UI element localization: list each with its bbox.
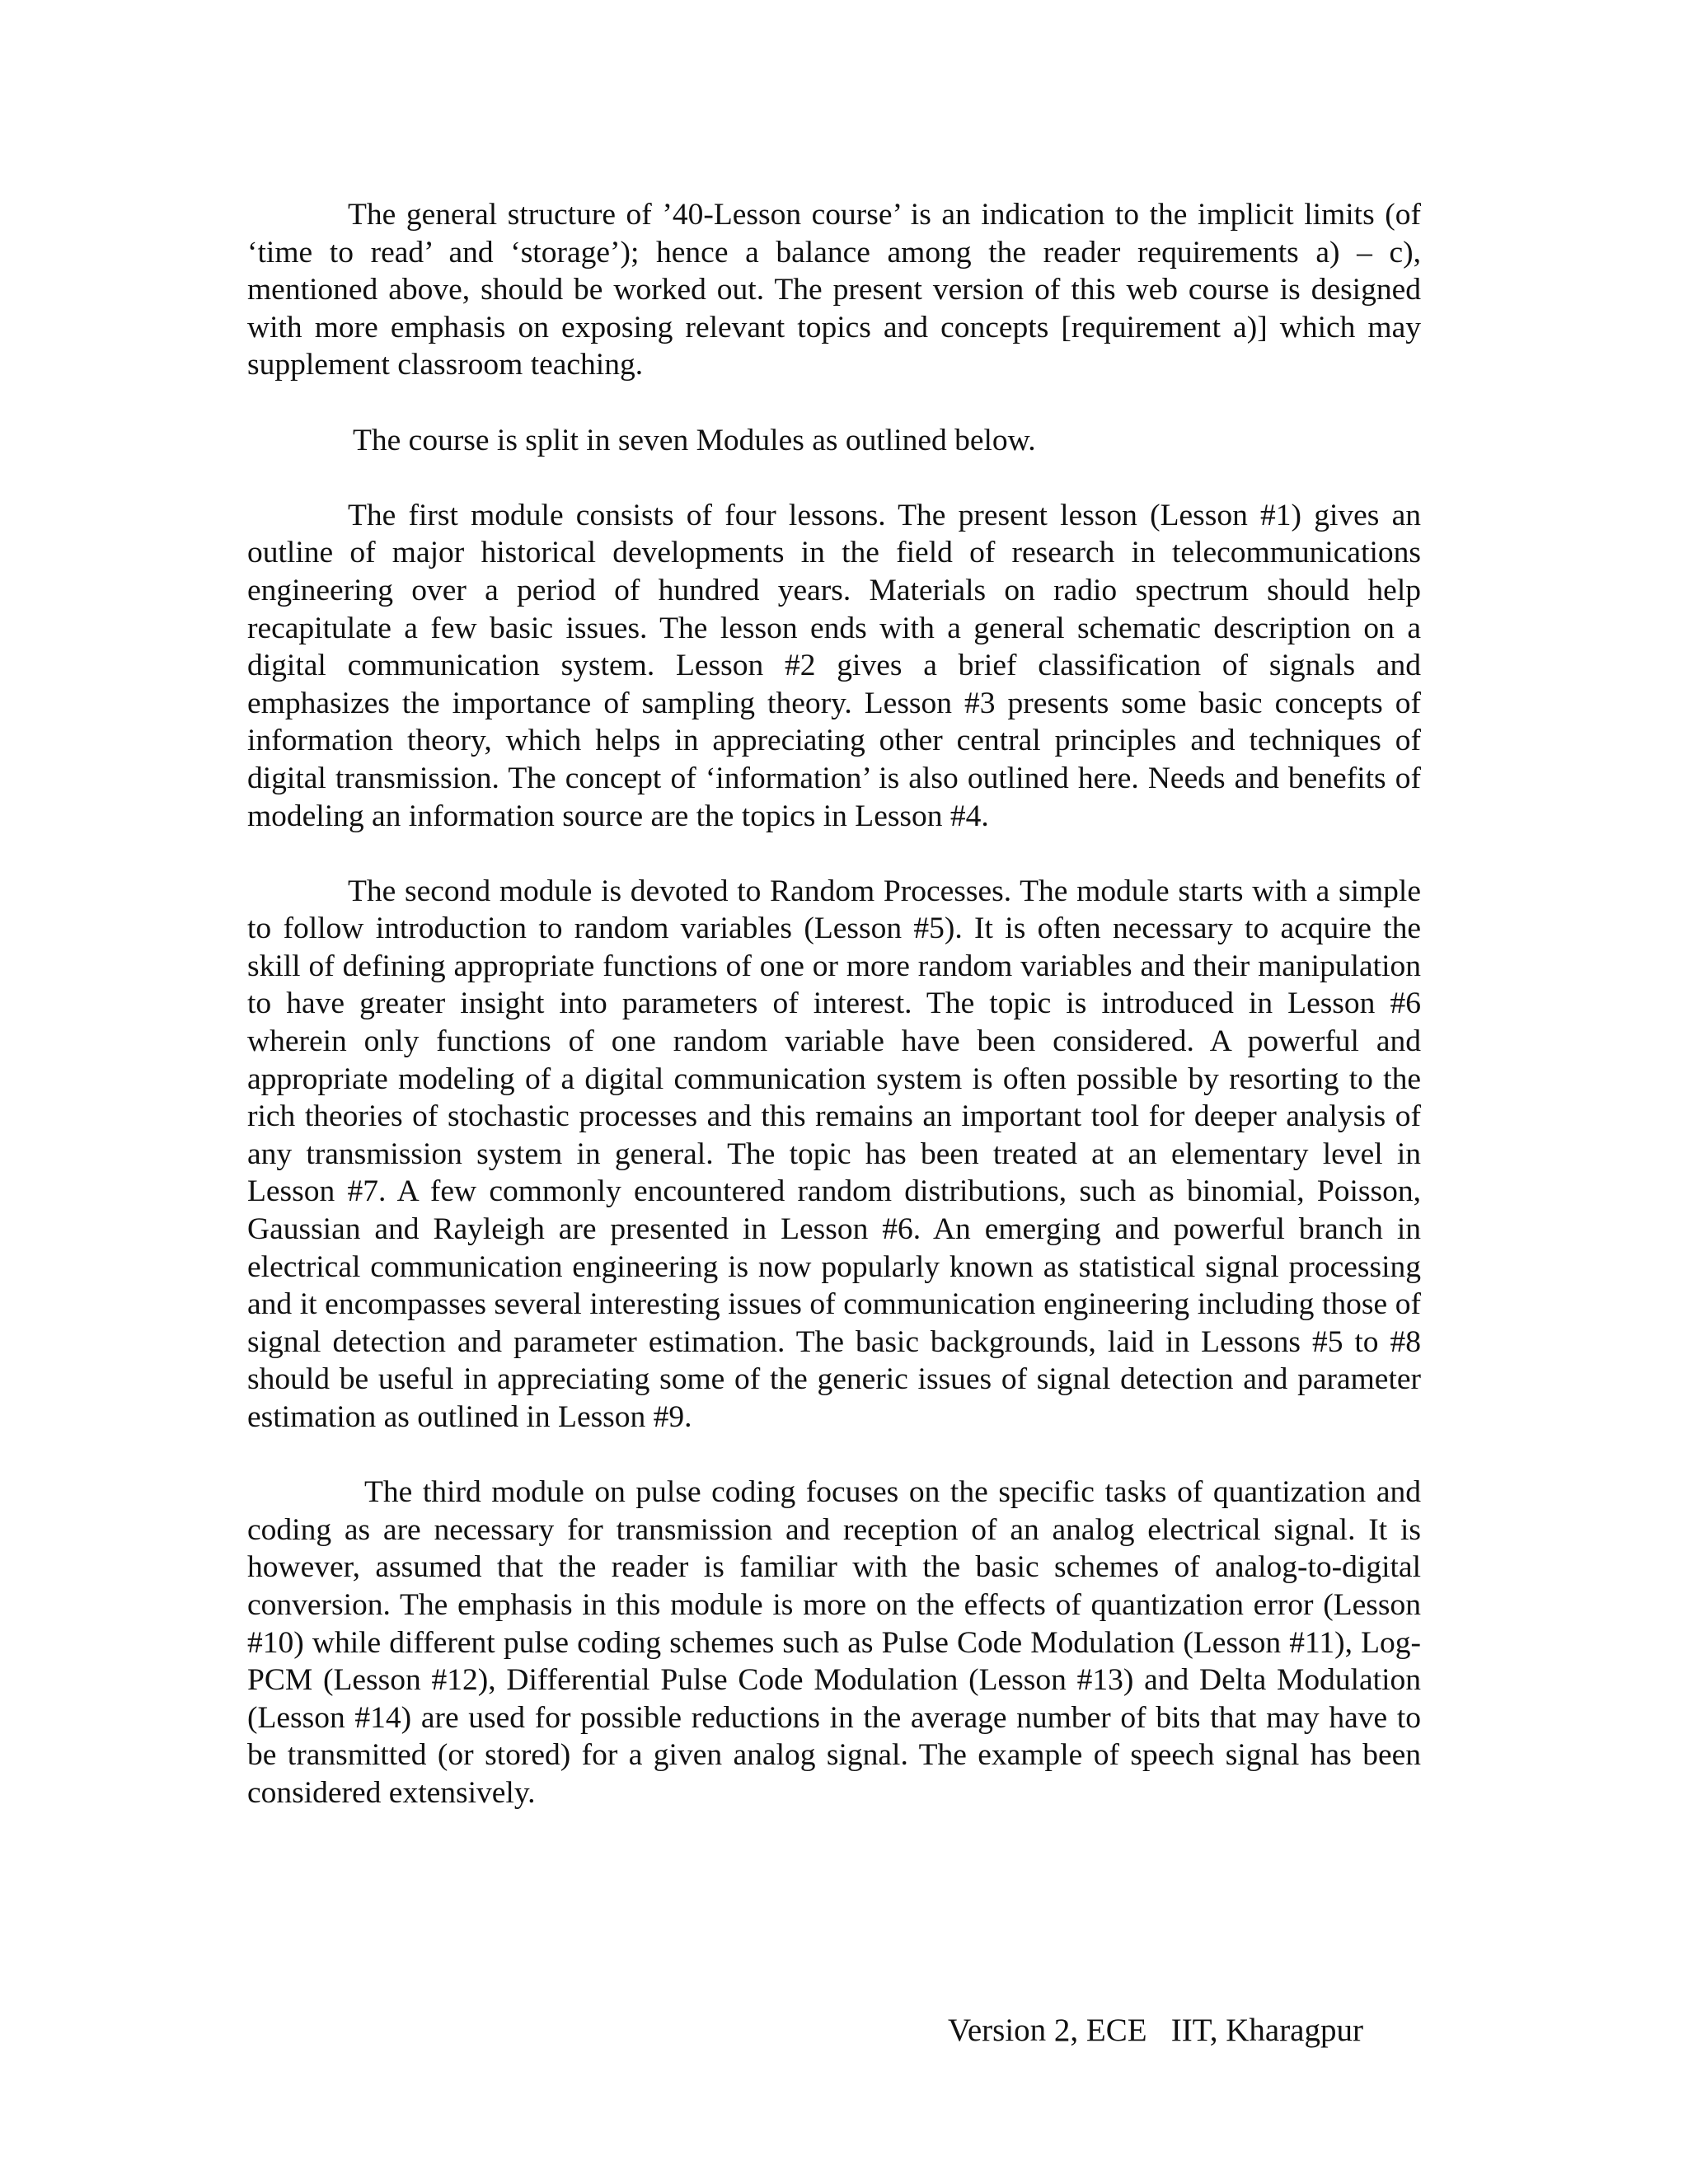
document-body <box>247 196 1421 1849</box>
paragraph-third-module: The third module on pulse coding focuses on the specific tasks of quantization and coding as are necessary for transmission and reception of an analog electrical signal. It is however, assumed that the reader is familiar with the basic schemes of analog-to-digital conversion. The emphasis in this module is more on the effects of quantization error (Lesson #10) while different pulse coding schemes such as Pulse Code Modulation (Lesson #11), Log-PCM (Lesson #12), Differential Pulse Code Modulation (Lesson #13) and Delta Modulation (Lesson #14) are used for possible reductions in the average number of bits that may have to be transmitted (or stored) for a given analog signal. The example of speech signal has been considered extensively. <box>247 1475 1421 1810</box>
paragraph-course-structure: The general structure of ’40-Lesson course’ is an indication to the implicit limits (of ‘time to read’ and ‘storage’); hence a balance among the reader requirements a) – c), mentioned above, should be worked out. The present version of this web course is designed with more emphasis on exposing relevant topics and concepts [requirement a)] which may supplement classroom teaching. <box>247 198 1421 382</box>
page-footer: Version 2, ECE IIT, Kharagpur <box>948 2013 1363 2048</box>
paragraph-first-module: The first module consists of four lessons. The present lesson (Lesson #1) gives an outline of major historical developments in the field of research in telecommunications engineering over a period of hundred years. Materials on radio spectrum should help recapitulate a few basic issues. The lesson ends with a general schematic description on a digital communication system. Lesson #2 gives a brief classification of signals and emphasizes the importance of sampling theory. Lesson #3 presents some basic concepts of information theory, which helps in appreciating other central principles and techniques of digital transmission. The concept of ‘information’ is also outlined here. Needs and benefits of modeling an information source are the topics in Lesson #4. <box>247 498 1421 833</box>
paragraph-modules-intro: The course is split in seven Modules as outlined below. <box>353 423 1036 457</box>
paragraph-second-module: The second module is devoted to Random Processes. The module starts with a simple to follow introduction to random variables (Lesson #5). It is often necessary to acquire the skill of defining appropriate functions of one or more random variables and their manipulation to have greater insight into parameters of interest. The topic is introduced in Lesson #6 wherein only functions of one random variable have been considered. A powerful and appropriate modeling of a digital communication system is often possible by resorting to the rich theories of stochastic processes and this remains an important tool for deeper analysis of any transmission system in general. The topic has been treated at an elementary level in Lesson #7. A few commonly encountered random distributions, such as binomial, Poisson, Gaussian and Rayleigh are presented in Lesson #6. An emerging and powerful branch in electrical communication engineering is now popularly known as statistical signal processing and it encompasses several interesting issues of communication engineering including those of signal detection and parameter estimation. The basic backgrounds, laid in Lessons #5 to #8 should be useful in appreciating some of the generic issues of signal detection and parameter estimation as outlined in Lesson #9. <box>247 874 1421 1434</box>
